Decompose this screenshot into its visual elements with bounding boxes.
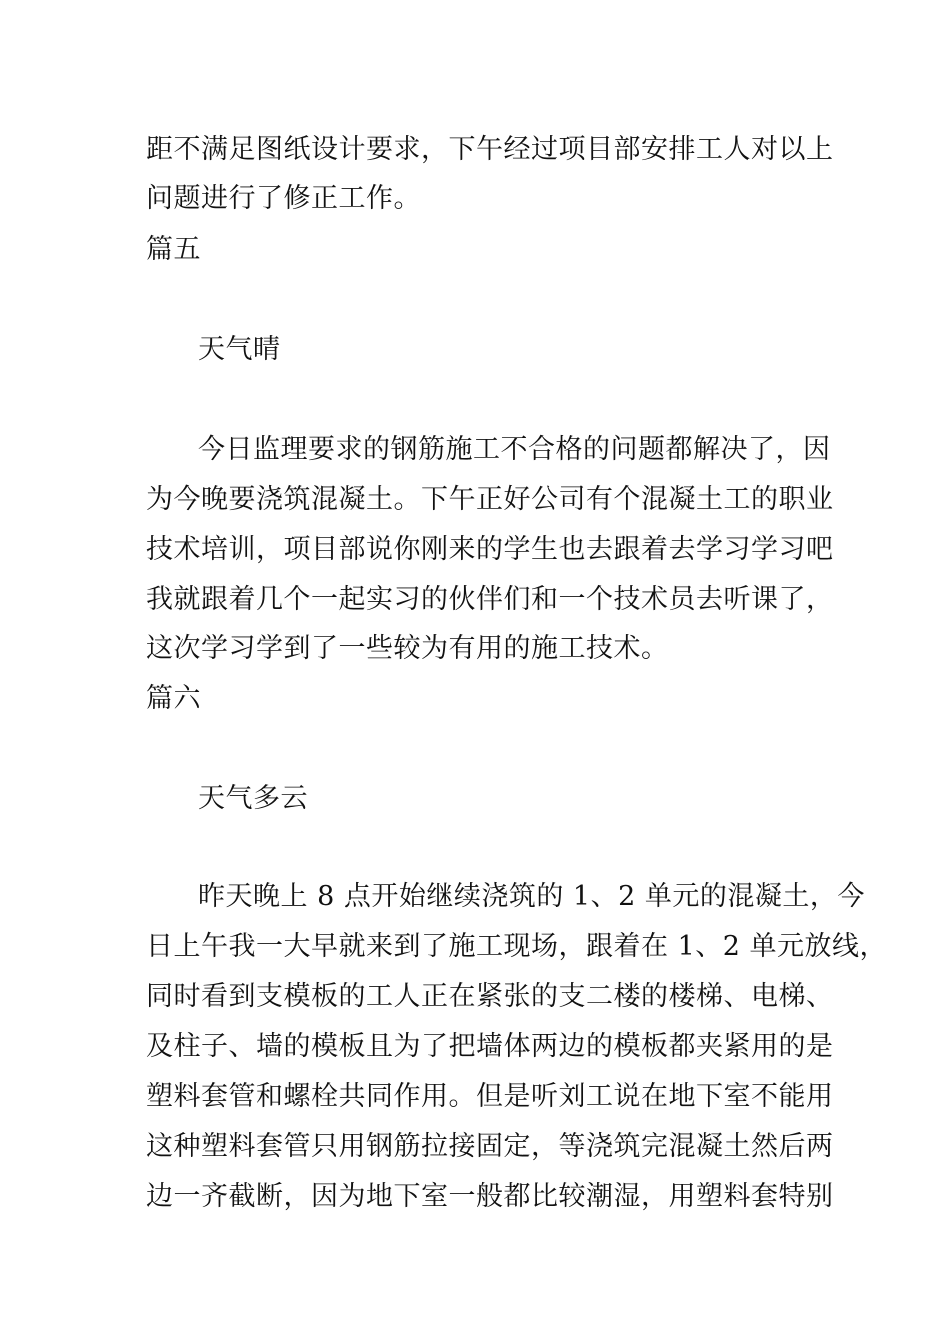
paragraph-line: 为今晚要浇筑混凝土。下午正好公司有个混凝土工的职业: [146, 484, 834, 515]
paragraph-line: 塑料套管和螺栓共同作用。但是听刘工说在地下室不能用: [146, 1081, 834, 1112]
intro-line: 距不满足图纸设计要求，下午经过项目部安排工人对以上: [146, 134, 834, 165]
weather-line: 天气晴: [198, 334, 281, 365]
paragraph-line: 日上午我一大早就来到了施工现场，跟着在 1、2 单元放线，: [146, 931, 888, 962]
paragraph-line: 边一齐截断，因为地下室一般都比较潮湿，用塑料套特别: [146, 1181, 834, 1212]
paragraph-line: 今日监理要求的钢筋施工不合格的问题都解决了，因: [198, 434, 831, 465]
paragraph-line: 昨天晚上 8 点开始继续浇筑的 1、2 单元的混凝土，今: [198, 881, 865, 912]
paragraph-line: 技术培训，项目部说你刚来的学生也去跟着去学习学习吧: [146, 534, 834, 565]
paragraph-line: 我就跟着几个一起实习的伙伴们和一个技术员去听课了，: [146, 584, 834, 615]
paragraph-line: 这次学习学到了一些较为有用的施工技术。: [146, 633, 669, 664]
paragraph-line: 同时看到支模板的工人正在紧张的支二楼的楼梯、电梯、: [146, 981, 834, 1012]
paragraph-line: 这种塑料套管只用钢筋拉接固定，等浇筑完混凝土然后两: [146, 1131, 834, 1162]
section-heading: 篇六: [146, 683, 201, 714]
section-heading: 篇五: [146, 234, 201, 265]
intro-line: 问题进行了修正工作。: [146, 183, 421, 214]
weather-line: 天气多云: [198, 783, 308, 814]
paragraph-line: 及柱子、墙的模板且为了把墙体两边的模板都夹紧用的是: [146, 1031, 834, 1062]
